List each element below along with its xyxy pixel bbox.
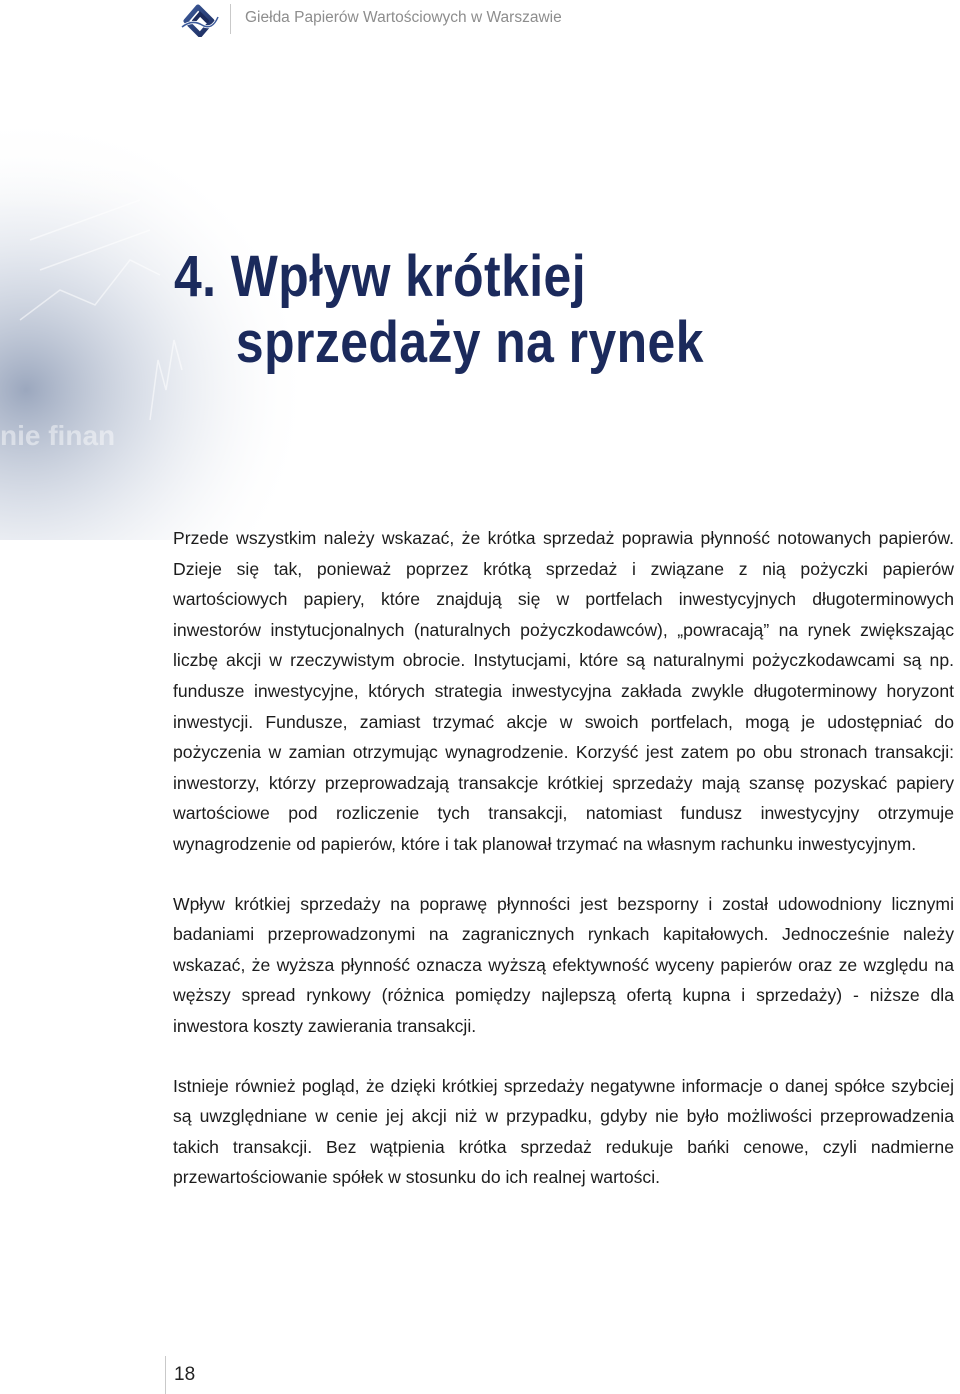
organization-name: Giełda Papierów Wartościowych w Warszawie: [245, 9, 562, 26]
chapter-title-line-2: sprzedaży na rynek: [235, 310, 704, 375]
body-text: [173, 523, 954, 1222]
paragraph-1: Przede wszystkim należy wskazać, że krótka sprzedaż poprawia płynność notowanych papierów. Dzieje się tak, ponieważ poprzez krótką sprzedaż i związane z nią pożyczki papierów wartościowych papiery, które znajdują się w portfelach inwestycyjnych długoterminowych inwestorów instytucjonalnych (naturalnych pożyczkodawców), „powracają” na rynek zwiększając liczbę akcji w rzeczywistym obrocie. Instytucjami, które są naturalnymi pożyczkodawcami są np. fundusze inwestycyjne, których strategia inwestycyjna zakłada zwykle długoterminowy horyzont inwestycji. Fundusze, zamiast trzymać akcje w swoich portfelach, mogą je udostępniać do pożyczenia w zamian otrzymując wynagrodzenie. Korzyść jest zatem po obu stronach transakcji: inwestorzy, którzy przeprowadzają transakcje krótkiej sprzedaży mają szansę pozyskać papiery wartościowe pod rozliczenie tych transakcji, natomiast fundusz inwestycyjny otrzymuje wynagrodzenie od papierów, które i tak planował trzymać na własnym rachunku inwestycyjnym.: [173, 528, 954, 854]
paragraph-3: Istnieje również pogląd, że dzięki krótkiej sprzedaży negatywne informacje o danej spółce szybciej są uwzględniane w cenie jej akcji niż w przypadku, gdyby nie było możliwości przeprowadzenia takich transakcji. Bez wątpienia krótka sprzedaż redukuje bańki cenowe, czyli nadmierne przewartościowanie spółek w stosunku do ich realnej wartości.: [173, 1075, 954, 1188]
header-divider: [230, 4, 231, 34]
gpw-logo-icon: [178, 1, 220, 37]
paragraph-2: Wpływ krótkiej sprzedaży na poprawę płynności jest bezsporny i został udowodniony licznymi badaniami przeprowadzonymi na zagranicznych rynkach kapitałowych. Jednocześnie należy wskazać, że wyższa płynność oznacza wyższą efektywność wyceny papierów oraz ze względu na węższy spread rynkowy (różnica pomiędzy najlepszą ofertą kupna i sprzedaży) - niższe dla inwestora koszty zawierania transakcji.: [173, 893, 954, 1036]
chapter-title: [174, 244, 704, 376]
chapter-title-line-1: 4. Wpływ krótkiej: [174, 244, 587, 309]
footer-divider: [165, 1356, 166, 1394]
page-number: 18: [174, 1364, 196, 1385]
page-header: [0, 0, 960, 40]
